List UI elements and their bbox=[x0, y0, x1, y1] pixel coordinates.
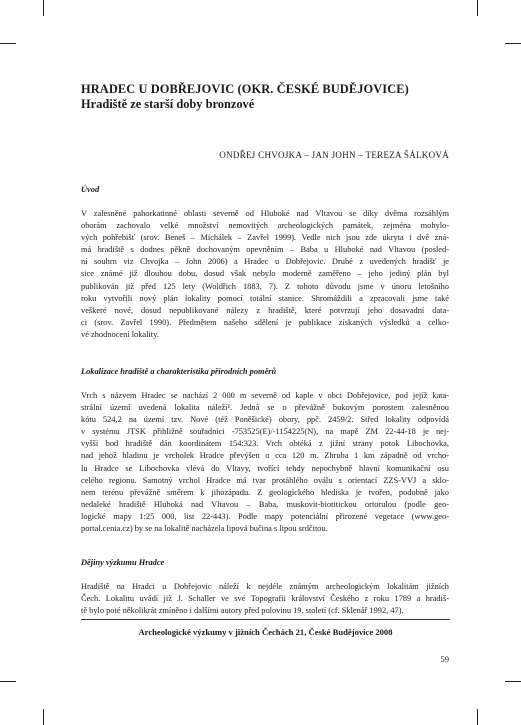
article-authors: ONDŘEJ CHVOJKA – JAN JOHN – TEREZA ŠÁLKOVÁ bbox=[219, 150, 449, 160]
text-line: nedaleké hradiště Hluboká nad Vltavou – Baba, muskovit-biotitickou ortorulou (podle geo- bbox=[81, 499, 449, 509]
text-line: logické mapy 1:25 000, list 22-443). Podle mapy potenciální přirozené vegetace (www.geo- bbox=[81, 511, 449, 521]
crop-mark bbox=[43, 709, 44, 725]
text-line: ní souhrn viz Chvojka – John 2006) a Hradec u Dobřejovic. Druhé z uvedených hradišť je bbox=[81, 257, 449, 267]
text-line: nem terénu převážně směrem k jihozápadu. Z geologického hlediska je tvořen, podobně jako bbox=[81, 487, 449, 497]
page-number: 59 bbox=[440, 654, 449, 664]
crop-mark bbox=[505, 43, 521, 44]
text-line: sice známé již dlouhou dobu, dosud však nebylo moderně zaměřeno – jeho jediný plán byl bbox=[81, 269, 449, 279]
text-line: v systému JTSK přibližně souřadnici -753525(E)/-1154225(N), na mapě ZM 22-44-18 je nej- bbox=[81, 427, 449, 437]
text-line: lu Hradce se Libochovka vlévá do Vltavy, tvořící tehdy nepochybně hlavní komunikační osu bbox=[81, 463, 449, 473]
text-line: kótu 524,2 na území tzv. Nové (též Poněšické) obory, ppč. 2459/2. Střed lokality odpovídá bbox=[81, 415, 449, 425]
text-line: vyšší bod hradiště dán koordinátem 154:323. Vrch obtéká z jižní strany potok Libochovka, bbox=[81, 439, 449, 449]
text-line: veškeré nové, dosud nepublikované nálezy z hradiště, které potvrzují jeho dosavadní data- bbox=[81, 305, 449, 315]
crop-mark bbox=[505, 681, 521, 682]
text-line: Vrch s názvem Hradec se nachází 2 000 m severně od kaple v obci Dobřejovice, pod jejíž kata- bbox=[81, 391, 449, 400]
crop-mark bbox=[43, 0, 44, 16]
crop-mark bbox=[477, 709, 478, 725]
text-line: publikován již před 125 lety (Woldřich 1883, 7). Z tohoto důvodu jsme v únoru letošního bbox=[81, 281, 449, 291]
text-line: roku vytvořili nový plán lokality pomocí totální stanice. Shromáždili a zpracovali jsme také bbox=[81, 293, 449, 303]
crop-mark bbox=[0, 43, 16, 44]
text-line: Hradiště na Hradci u Dobřejovic náleží k nejdéle známým archeologickým lokalitám jižních bbox=[81, 582, 449, 591]
text-line: Čech. Lokalitu uvádí již J. Schaller ve své Topografii království Českého z roku 1789 a hradiš- bbox=[81, 594, 449, 604]
text-line: tě bylo poté několikrát zmíněno i dalšími autory před polovinu 19. století (cf. Sklenář 1992, 47). bbox=[81, 606, 404, 616]
journal-footer: Archeologické výzkumy v jižních Čechách 21, České Budějovice 2008 bbox=[138, 627, 393, 637]
section-heading-uvod: Úvod bbox=[81, 185, 100, 194]
text-line: oborám zachovalo velké množství nemovitých archeologických památek, zejména mohylo- bbox=[81, 221, 449, 231]
text-line: portal.cenia.cz) by se na lokalitě nacházela lipová bučina s lipou srdčitou. bbox=[81, 524, 328, 534]
section-body-lokalizace bbox=[81, 390, 449, 535]
footer-rule bbox=[81, 619, 450, 620]
section-heading-dejiny: Dějiny výzkumu Hradce bbox=[81, 558, 165, 567]
text-line: vých pohřebišť (srov. Beneš – Michálek – Zavřel 1999). Vedle nich jsou zde ukryta i dvě zná- bbox=[81, 233, 449, 243]
section-body-dejiny bbox=[81, 581, 449, 617]
section-heading-lokalizace: Lokalizace hradiště a charakteristika přírodních poměrů bbox=[81, 367, 277, 376]
text-line: má hradiště s dodnes pěkně dochovaným opevněním – Baba u Hluboké nad Vltavou (posled- bbox=[81, 245, 449, 255]
crop-mark bbox=[477, 0, 478, 16]
text-line: ci (srov. Zavřel 1990). Předmětem našeho sdělení je publikace získaných výsledků a celko- bbox=[81, 317, 449, 327]
crop-mark bbox=[0, 681, 16, 682]
article-title: HRADEC U DOBŘEJOVIC (OKR. ČESKÉ BUDĚJOVICE) bbox=[81, 82, 409, 96]
text-line: nad jehož hladinu je vrcholek Hradce převýšen o cca 120 m. Zhruba 1 km západně od vrcho- bbox=[81, 451, 449, 461]
text-line: celého regionu. Samotný vrchol Hradce má tvar protáhlého oválu s orientací ZZS-VVJ a sklo- bbox=[81, 475, 449, 485]
text-line: V zalesněné pahorkatinné oblasti severně od Hluboké nad Vltavou se díky dvěma rozsáhlým bbox=[81, 209, 449, 218]
text-line: strální území uvedená lokalita náleží¹. Jedná se o převážně bukovým porostem zalesněnou bbox=[81, 403, 449, 413]
section-body-uvod bbox=[81, 208, 449, 341]
article-subtitle: Hradiště ze starší doby bronzové bbox=[81, 97, 255, 111]
text-line: vé zhodnocení lokality. bbox=[81, 329, 159, 339]
